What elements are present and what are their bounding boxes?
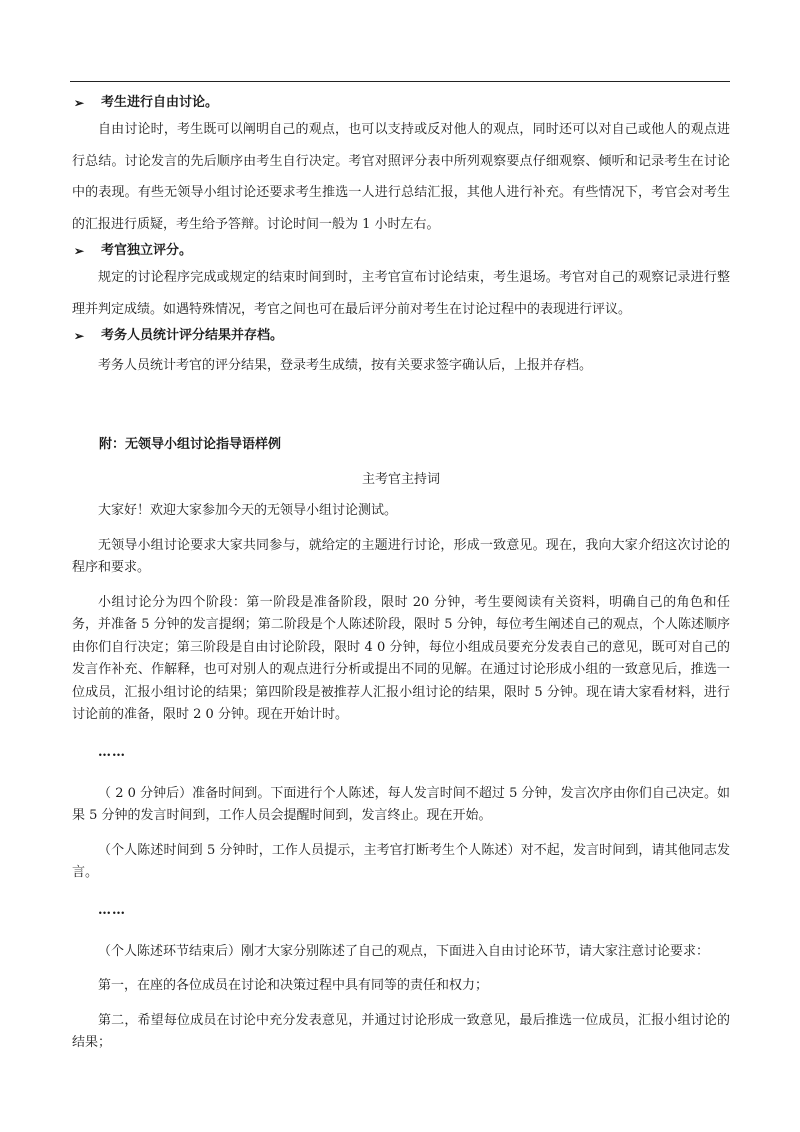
section-paragraph: 规定的讨论程序完成或规定的结束时间到时，主考官宣布讨论结束，考生退场。考官对自己的观察记录进行整理并判定成绩。如遇特殊情况，考官之间也可在最后评分前对考生在讨论过程中的表现进行评议。 [72, 270, 730, 317]
section-paragraph: 自由讨论时，考生既可以阐明自己的观点，也可以支持或反对他人的观点，同时还可以对自己或他人的观点进行总结。讨论发言的先后顺序由考生自行决定。考官对照评分表中所列观察要点仔细观察、倾听和记录考生在讨论中的表现。有些无领导小组讨论还要求考生推选一人进行总结汇报，其他人进行补充。有些情况下，考官会对考生的汇报进行质疑，考生给予答辩。讨论时间一般为 1 小时左右。 [72, 122, 730, 232]
script-paragraph: （ 2 0 分钟后）准备时间到。下面进行个人陈述，每人发言时间不超过 5 分钟，发言次序由你们自己决定。如果 5 分钟的发言时间到，工作人员会提醒时间到，发言终止。现在开始。 [72, 785, 730, 823]
arrow-bullet-icon: ➢ [74, 329, 85, 343]
script-paragraph: 小组讨论分为四个阶段：第一阶段是准备阶段，限时 20 分钟，考生要阅读有关资料，明确自己的角色和任务，并准备 5 分钟的发言提纲；第二阶段是个人陈述阶段，限时 5 分钟，每位考生阐述自己的观点，个人陈述顺序由你们自行决定；第三阶段是自由讨论阶段，限时 4 0 分钟，每位小组成员要充分发表自己的意见，既可对自己的发言作补充、作解释，也可对别人的观点进行分析或提出不同的见解。在通过讨论形成小组的一致意见后，推选一位成员，汇报小组讨论的结果；第四阶段是被推荐人汇报小组讨论的结果，限时 5 分钟。现在请大家看材料，进行讨论前的准备，限时 2 0 分钟。现在开始计时。 [72, 594, 730, 722]
section-heading-text: 考生进行自由讨论。 [101, 95, 219, 110]
section-heading [72, 92, 730, 114]
script-paragraph: 大家好！欢迎大家参加今天的无领导小组讨论测试。 [98, 503, 398, 518]
appendix-title: 附：无领导小组讨论指导语样例 [99, 437, 282, 452]
script-paragraph: 第一，在座的各位成员在讨论和决策过程中具有同等的责任和权力； [98, 978, 489, 993]
section-heading-text: 考务人员统计评分结果并存档。 [101, 328, 284, 343]
header-rule [70, 81, 730, 82]
document-body [72, 92, 730, 1055]
arrow-bullet-icon: ➢ [74, 96, 85, 110]
appendix-subtitle: 主考官主持词 [361, 472, 440, 487]
section-heading [72, 240, 730, 262]
section-heading [72, 325, 730, 347]
ellipsis-marker: …… [98, 902, 126, 918]
arrow-bullet-icon: ➢ [74, 244, 85, 258]
script-paragraph: （个人陈述时间到 5 分钟时，工作人员提示，主考官打断考生个人陈述）对不起，发言时间到，请其他同志发言。 [72, 842, 730, 880]
section-paragraph: 考务人员统计考官的评分结果，登录考生成绩，按有关要求签字确认后，上报并存档。 [98, 358, 593, 373]
ellipsis-marker: …… [98, 744, 126, 760]
script-paragraph: 第二，希望每位成员在讨论中充分发表意见，并通过讨论形成一致意见，最后推选一位成员，汇报小组讨论的结果； [72, 1012, 730, 1050]
script-paragraph: 无领导小组讨论要求大家共同参与，就给定的主题进行讨论，形成一致意见。现在，我向大家介绍这次讨论的程序和要求。 [72, 537, 730, 575]
script-paragraph: （个人陈述环节结束后）刚才大家分别陈述了自己的观点，下面进入自由讨论环节，请大家注意讨论要求： [98, 943, 710, 959]
section-heading-text: 考官独立评分。 [101, 243, 193, 258]
